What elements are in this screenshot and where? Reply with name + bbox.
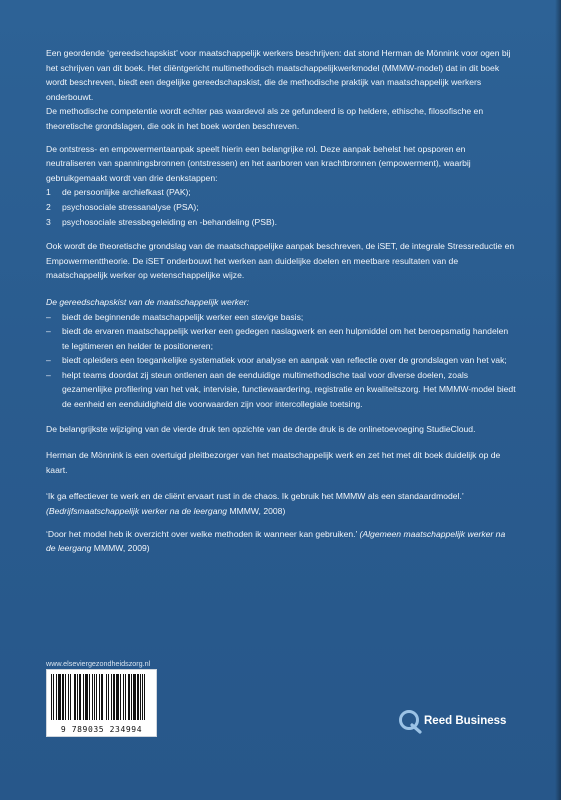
- barcode-bar: [68, 674, 69, 720]
- toolbox-list: [46, 310, 516, 412]
- barcode-bar: [125, 674, 126, 720]
- steps-list: [46, 185, 516, 229]
- quote-2: [46, 527, 516, 556]
- toolbox-item: [46, 368, 516, 412]
- blurb-paragraph-6: Herman de Mönnink is een overtuigd pleitbezorger van het maatschappelijk werk en zet het met dit boek duidelijk op de kaart.: [46, 450, 501, 475]
- barcode-bar: [108, 674, 109, 720]
- toolbox-item: [46, 310, 516, 325]
- barcode-bar: [62, 674, 64, 720]
- barcode-bar: [113, 674, 115, 720]
- barcode-bar: [96, 674, 97, 720]
- barcode-bar: [85, 674, 88, 720]
- step-number: 1: [46, 187, 51, 198]
- barcode-bar: [137, 674, 139, 720]
- spine-edge-shadow: [555, 0, 561, 800]
- barcode-bar: [128, 674, 130, 720]
- barcode-bar: [120, 674, 121, 720]
- step-number: 3: [46, 216, 51, 227]
- dash-bullet: –: [46, 311, 51, 322]
- toolbox-item-text: helpt teams doordat zij steun ontlenen aan de eenduidige multimethodische taal voor diverse doelen, zoals gezamenlijke profilering van het vak, intervisie, functiewaardering, registratie en kwaliteitszorg. Het MMMW-model biedt de eenheid en eenduidigheid die voorwaarden zijn voor intercollegiale toetsing.: [62, 369, 516, 410]
- toolbox-item: [46, 324, 516, 353]
- reed-business-swirl-icon: [398, 708, 422, 734]
- toolbox-item-text: biedt opleiders een toegankelijke systematiek voor analyse en aanpak van reflectie over de grondslagen van het vak;: [62, 355, 507, 366]
- barcode-bar: [56, 674, 57, 720]
- barcode-bar: [92, 674, 93, 720]
- barcode-bar: [51, 674, 52, 720]
- quote-2-text: ‘Door het model heb ik overzicht over welke methoden ik wanneer kan gebruiken.’: [46, 528, 358, 539]
- barcode-bar: [116, 674, 119, 720]
- quote-2-source-rest: MMMW, 2009): [93, 543, 150, 554]
- dash-bullet: –: [46, 355, 51, 366]
- step-item: [46, 215, 516, 230]
- blurb-paragraph-1: Een geordende ‘gereedschapskist’ voor maatschappelijk werkers beschrijven: dat stond Herman de Mönnink voor ogen bij het schrijven van dit boek. Het cliëntgericht multimethodisch maatschappelijkwerkmodel (MMMW-model) dat in dit boek wordt beschreven, biedt een degelijke gereedschapskist, die de methodische praktijk van maatschappelijk werkers onderbouwt.: [46, 48, 511, 102]
- barcode-bar: [111, 674, 112, 720]
- step-text: psychosociale stressanalyse (PSA);: [62, 201, 199, 212]
- step-text: psychosociale stressbegeleiding en -behandeling (PSB).: [62, 216, 277, 227]
- barcode-bar: [140, 674, 141, 720]
- isbn-number: 9 789035 234994: [60, 725, 143, 734]
- barcode-bar: [99, 674, 100, 720]
- barcode-bar: [106, 674, 107, 720]
- blurb-paragraph-4: Ook wordt de theoretische grondslag van de maatschappelijke aanpak beschreven, de iSET, de integrale Stressreductie en Empowermenttheorie. De iSET onderbouwt het werken aan duidelijke doelen en meetbare resultaten van de maatschappelijk werker op wetenschappelijke wijze.: [46, 241, 515, 281]
- publisher-name: Reed Business: [424, 715, 507, 727]
- toolbox-item-text: biedt de beginnende maatschappelijk werker een stevige basis;: [62, 311, 304, 322]
- quote-1-source: (Bedrijfsmaatschappelijk werker na de leergang: [46, 506, 228, 517]
- toolbox-intro: De gereedschapskist van de maatschappelijk werker:: [46, 296, 250, 307]
- barcode-bar: [89, 674, 90, 720]
- barcode-bar: [131, 674, 132, 720]
- step-item: [46, 200, 516, 215]
- blurb-paragraph-2: De methodische competentie wordt echter pas waardevol als ze gefundeerd is op heldere, ethische, filosofische en theoretische grondslagen, die ook in het boek worden beschreven.: [46, 106, 484, 131]
- step-item: [46, 185, 516, 200]
- barcode-bar: [123, 674, 124, 720]
- barcode-bar: [94, 674, 95, 720]
- barcode-bar: [142, 674, 143, 720]
- reed-business-logo: [398, 708, 518, 734]
- barcode-bar: [70, 674, 71, 720]
- quote-1: [46, 489, 516, 518]
- isbn-barcode: [46, 669, 157, 737]
- barcode-bar: [83, 674, 84, 720]
- barcode-bar: [79, 674, 81, 720]
- barcode-bar: [101, 674, 103, 720]
- blurb-paragraph-5: De belangrijkste wijziging van de vierde druk ten opzichte van de derde druk is de onlinetoevoeging StudieCloud.: [46, 423, 476, 434]
- step-number: 2: [46, 201, 51, 212]
- dash-bullet: –: [46, 326, 51, 337]
- quote-1-text: ‘Ik ga effectiever te werk en de cliënt ervaart rust in de chaos. Ik gebruik het MMMW als een standaardmodel.’: [46, 491, 464, 502]
- barcode-bar: [144, 674, 145, 720]
- quote-1-source-rest: MMMW, 2008): [229, 506, 286, 517]
- quote-2-source: (Algemeen maatschappelijk werker na de leergang: [46, 528, 506, 554]
- barcode-icon: [51, 674, 152, 720]
- blurb-paragraph-3: De ontstress- en empowermentaanpak speelt hierin een belangrijke rol. Deze aanpak behelst het opsporen en neutraliseren van spanningsbronnen (ontstressen) en het aanboren van krachtbronnen (empowerment), waarbij gebruikgemaakt wordt van drie denkstappen:: [46, 143, 471, 183]
- barcode-bar: [58, 674, 61, 720]
- barcode-bar: [77, 674, 78, 720]
- barcode-bar: [133, 674, 136, 720]
- toolbox-item-text: biedt de ervaren maatschappelijk werker een gedegen naslagwerk en een hulpmiddel om het beroepsmatig handelen te legitimeren en helder te positioneren;: [62, 326, 509, 351]
- barcode-bar: [74, 674, 76, 720]
- blurb: [46, 46, 516, 564]
- toolbox-item: [46, 353, 516, 368]
- step-text: de persoonlijke archiefkast (PAK);: [62, 187, 191, 198]
- barcode-bar: [65, 674, 66, 720]
- dash-bullet: –: [46, 369, 51, 380]
- publisher-url: www.elseviergezondheidszorg.nl: [46, 659, 151, 668]
- barcode-bar: [53, 674, 54, 720]
